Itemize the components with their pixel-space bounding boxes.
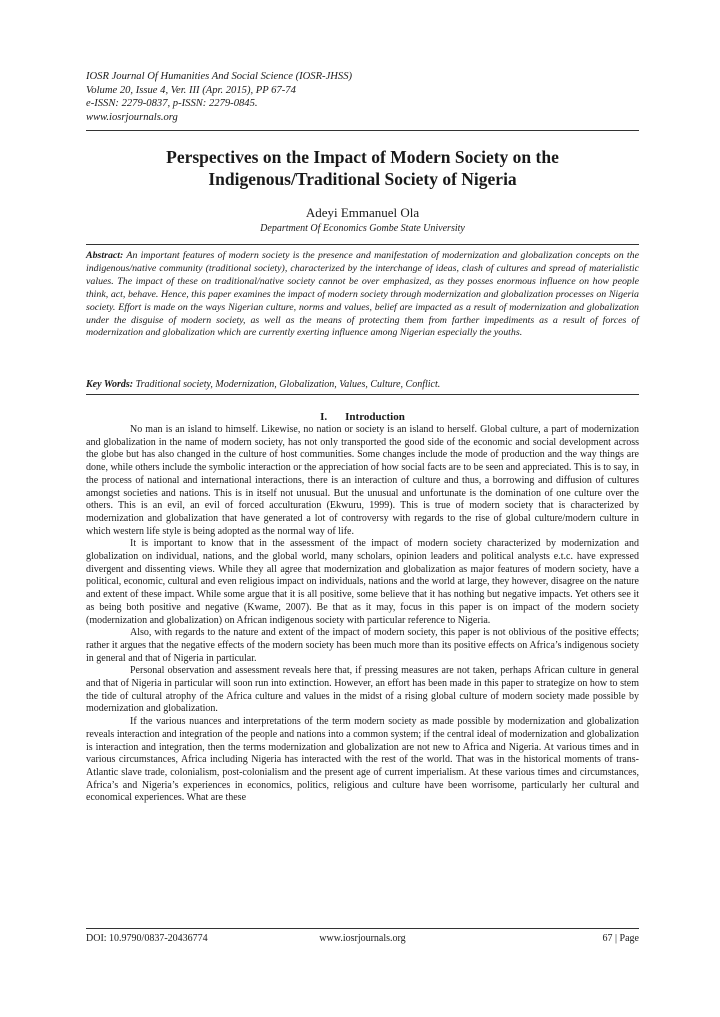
paper-title bbox=[86, 146, 639, 190]
title-line-1: Perspectives on the Impact of Modern Society on the bbox=[166, 147, 559, 167]
journal-header bbox=[86, 70, 646, 124]
section-heading bbox=[86, 410, 639, 424]
journal-volume: Volume 20, Issue 4, Ver. III (Apr. 2015), PP 67-74 bbox=[86, 84, 296, 96]
paragraph: It is important to know that in the assessment of the impact of modern society characterized by modernization and globalization on individual, nations, and the global world, many scholars, opinion leaders and political analysts e.t.c. have expressed divergent and dissenting views. While they all agree that modernization and globalization as major features of modern society, have a political, economic, cultural and even religious impact on individuals, nations and the world at large, they however, disagree on the nature and extent of these impact. While some argue that it is all positive, some believe that it has nothing but negative impacts. Yet others see it as being both positive and negative (Kwame, 2007). Be that as it may, focus in this paper is on impact of the modern society (modernization and globalization) on African indigenous society with particular reference to Nigeria. bbox=[86, 538, 639, 626]
section-title: Introduction bbox=[345, 411, 405, 423]
paragraph: Personal observation and assessment reveals here that, if pressing measures are not taken, perhaps African culture in general and that of Nigeria in particular will soon run into extinction. However, an effort has been made in this paper to strategize on how to stem the tide of cultural atrophy of the Africa culture and values in the midst of a rising global culture of modern society made possible by modernization and globalization. bbox=[86, 665, 639, 715]
keywords-label: Key Words: bbox=[86, 379, 134, 390]
journal-name: IOSR Journal Of Humanities And Social Science (IOSR-JHSS) bbox=[86, 71, 353, 82]
paragraph: No man is an island to himself. Likewise, no nation or society is an island to herself. Global culture, a part of modernization and globalization in the name of modern society, has not only transported the good side of the economic and social development across the globe but has also changed in the culture of host communities. Some changes include the mode of production and the way things are done, while others include the symbolic interaction or the appreciation of how social facts are to be seen and appreciated. This is to say, in the process of national and international interactions, there is an interaction of culture and thus, a borrowing and diffusion of cultures amongst societies and nations. This is in itself not unusual. But the unusual and unfortunate is the domination of one culture over the others. This is an evil, an evil of forced acculturation (Ekwuru, 1999). This is true of modern society that is characterized by modernization and globalization that have generated a lot of controversy with regards to the rise of global culture/modern culture in which western life style is being adopted as the normal way of life. bbox=[86, 424, 639, 537]
paragraph: If the various nuances and interpretations of the term modern society as made possible by modernization and globalization reveals interaction and integration of the people and nations into a common system; if the central ideal of modernization and globalization is interaction and integration, then the terms modernization and globalization are not new to Africa and Nigeria. At various times and in various circumstances, Africa including Nigeria has interacted with the rest of the world. That was in the historical moments of trans-Atlantic slave trade, colonialism, post-colonialism and the present age of current imperialism. At these various times and circumstances, Africa’s and Nigeria’s experiences in economics, politics, religious and culture have been worrisome, particularly her cultural and economical experiences. What are these bbox=[86, 716, 639, 804]
journal-issn: e-ISSN: 2279-0837, p-ISSN: 2279-0845. bbox=[86, 98, 258, 109]
footer-rule bbox=[86, 928, 639, 929]
paragraph: Also, with regards to the nature and extent of the impact of modern society, this paper is not oblivious of the positive effects; rather it argues that the negative effects of the modern society has been much more than its positive effects on Africa’s indigenous society in general and that of Nigeria in particular. bbox=[86, 627, 639, 664]
footer-website: www.iosrjournals.org bbox=[319, 933, 406, 944]
author-name: Adeyi Emmanuel Ola bbox=[305, 205, 420, 220]
author-affiliation: Department Of Economics Gombe State University bbox=[260, 223, 465, 234]
abstract-text: An important features of modern society is the presence and manifestation of modernization and globalization concepts on the indigenous/native community (traditional society), characterized by the interchange of ideas, clash of cultures and spread of materialistic values. The impact of these on traditional/native society cannot be over emphasized, as they posses enormous influence on how people think, act, behave. Hence, this paper examines the impact of modern society through modernization and globalization processes on Nigeria society. Effort is made on the ways Nigerian culture, norms and values, belief are impacted as a result of modernization and globalization under the disguise of modern society, as well as the means of protecting them from farther impediments as a result of forces of modernization and globalization which are currently exerting influence among Nigerian especially the youths. bbox=[86, 250, 639, 339]
abstract bbox=[86, 250, 639, 340]
journal-website: www.iosrjournals.org bbox=[86, 111, 178, 123]
abstract-top-rule bbox=[86, 244, 639, 245]
abstract-label: Abstract: bbox=[86, 250, 124, 261]
abstract-bottom-rule bbox=[86, 394, 639, 395]
body-text bbox=[86, 424, 639, 805]
keywords-text: Traditional society, Modernization, Globalization, Values, Culture, Conflict. bbox=[135, 379, 441, 390]
title-line-2: Indigenous/Traditional Society of Nigeria bbox=[208, 169, 517, 189]
header-rule bbox=[86, 130, 639, 131]
footer-page-number: 67 | Page bbox=[602, 933, 639, 944]
section-number: I. bbox=[320, 411, 328, 423]
footer-doi: DOI: 10.9790/0837-20436774 bbox=[86, 933, 208, 944]
keywords bbox=[86, 378, 639, 391]
